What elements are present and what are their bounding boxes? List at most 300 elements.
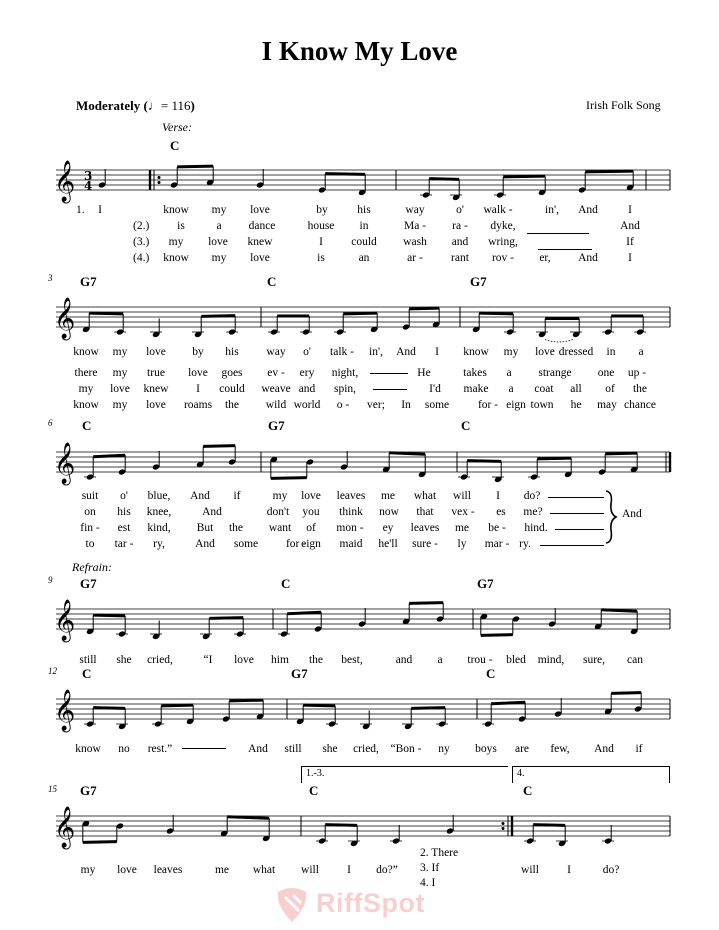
note-beam: [429, 179, 459, 180]
lyric-word: love: [208, 236, 228, 248]
lyric-word: in: [359, 220, 369, 232]
lyric-word: ery: [299, 367, 315, 379]
note-beam: [287, 612, 321, 614]
lyric-word: love: [146, 399, 166, 411]
lyric-word: knew: [143, 383, 169, 395]
lyric-word: love: [188, 367, 208, 379]
lyric-word: I: [628, 204, 632, 216]
lyric-word: “I: [203, 654, 213, 666]
chord-symbol: C: [82, 418, 92, 433]
lyric-word: dressed: [558, 346, 594, 358]
lyric-word: bled: [506, 654, 526, 666]
chord-symbol: G7: [470, 274, 487, 289]
lyric-word: maid: [339, 538, 363, 550]
song-title: I Know My Love: [261, 36, 458, 66]
lyric-word: if: [635, 743, 643, 755]
lyric-word: know: [163, 204, 189, 216]
lyric-word: leaves: [153, 864, 183, 876]
note-beam: [409, 308, 439, 309]
note-beam: [537, 458, 571, 459]
repeat-dot: [158, 176, 161, 179]
lyric-word: world: [293, 399, 321, 411]
treble-clef-icon: 𝄞: [54, 600, 76, 641]
lyric-word: I: [347, 864, 351, 876]
lyric-word: is: [317, 252, 325, 264]
lyric-word: night,: [331, 367, 359, 379]
lyric-extender: [370, 373, 408, 374]
time-signature: 3: [84, 169, 93, 183]
lyric-word: love: [301, 490, 321, 502]
lyric-word: And: [195, 538, 215, 550]
lyric-word: way: [405, 204, 425, 216]
treble-clef-icon: 𝄞: [54, 690, 76, 731]
lyric-word: the: [224, 399, 240, 411]
lyric-word: o': [456, 204, 464, 216]
lyric-word: And: [190, 490, 210, 502]
verse-number: (2.): [133, 220, 150, 232]
lyric-word: chance: [624, 399, 656, 411]
lyric-word: vex -: [451, 506, 475, 518]
lyric-word: could: [219, 383, 245, 395]
lyric-word: In: [401, 399, 411, 411]
lyric-extender: [373, 389, 407, 390]
staff-system-4: [56, 599, 670, 639]
note-beam: [93, 708, 125, 709]
note-beam: [411, 708, 445, 709]
lyric-word: ra -: [452, 220, 468, 232]
lyric-word: my: [211, 252, 227, 264]
lyric-word: the: [632, 383, 648, 395]
chord-symbol: C: [309, 783, 319, 798]
note-beam: [585, 171, 633, 172]
lyric-word: o': [303, 346, 311, 358]
next-verse-cue: 3. If: [420, 862, 440, 874]
lyric-word: now: [379, 506, 399, 518]
measure-number: 15: [48, 784, 57, 794]
first-ending-label: 1.-3.: [306, 768, 325, 779]
note-beam: [93, 455, 125, 457]
treble-clef-icon: 𝄞: [54, 807, 76, 848]
measure-number: 6: [48, 418, 53, 428]
lyric-word: talk -: [330, 346, 354, 358]
next-verse-cue: 2. There: [420, 847, 459, 859]
quarter-note-icon: ♩: [147, 98, 161, 113]
note-beam: [467, 461, 501, 462]
lyric-word: love: [250, 204, 270, 216]
lyric-word: my: [211, 204, 227, 216]
lyric-word: if: [233, 490, 241, 502]
lyric-word: is: [177, 220, 185, 232]
lyric-word: house: [307, 220, 335, 232]
lyric-extender: [540, 545, 604, 546]
lyric-word: spin,: [333, 383, 357, 395]
lyric-word: want: [268, 522, 292, 534]
lyric-word: know: [163, 252, 189, 264]
second-ending-bracket: [512, 766, 670, 783]
lyric-word: cried,: [147, 654, 173, 666]
staff-system-1: [56, 160, 670, 200]
lyric-word: do?”: [376, 864, 398, 876]
note-beam: [343, 313, 377, 314]
tie: [545, 340, 573, 343]
lyric-word: sure -: [412, 538, 438, 550]
verse-number: (4.): [133, 252, 150, 264]
lyric-word: o -: [336, 399, 350, 411]
lyric-word: “Bon -: [390, 743, 422, 755]
verse-brace: [604, 490, 618, 544]
lyric-word: mind,: [537, 654, 565, 666]
note-beam: [229, 700, 263, 701]
lyric-extender: [550, 513, 604, 514]
note-beam: [303, 705, 335, 706]
verse-number: (3.): [133, 236, 150, 248]
lyric-word: weave: [261, 383, 291, 395]
lyric-word: his: [225, 346, 239, 358]
riffspot-logo: [272, 884, 452, 924]
lyric-word: roams: [183, 399, 213, 411]
staff-system-6: [56, 806, 670, 846]
lyric-word: rov -: [491, 252, 515, 264]
note-beam: [93, 615, 125, 616]
lyric-word: est: [117, 522, 131, 534]
lyric-word: love: [250, 252, 270, 264]
lyric-word: a: [506, 367, 512, 379]
lyric-word: ny: [438, 743, 450, 755]
lyric-word: don't: [266, 506, 290, 518]
treble-clef-icon: 𝄞: [54, 298, 76, 339]
lyric-word: love: [535, 346, 555, 358]
lyric-word: And: [622, 508, 642, 520]
lyric-word: knew: [247, 236, 273, 248]
tempo-marking: Moderately (♩= 116): [76, 98, 195, 113]
lyric-word: I: [435, 346, 439, 358]
lyric-word: that: [416, 506, 434, 518]
lyric-word: es: [496, 506, 506, 518]
lyric-word: do?: [523, 490, 541, 502]
lyric-word: a: [508, 383, 514, 395]
section-refrain: Refrain:: [72, 560, 112, 574]
lyric-word: love: [110, 383, 130, 395]
lyric-word: o': [120, 490, 128, 502]
lyric-word: wild: [265, 399, 287, 411]
lyric-word: rest.”: [147, 743, 173, 755]
lyric-word: And: [594, 743, 614, 755]
lyric-word: tar -: [114, 538, 134, 550]
treble-clef-icon: 𝄞: [54, 161, 76, 202]
lyric-word: my: [168, 236, 184, 248]
note-beam: [89, 313, 123, 314]
lyric-word: you: [302, 506, 320, 518]
note-beam: [409, 603, 443, 604]
lyric-word: wring,: [488, 236, 518, 248]
lyric-word: cried,: [353, 743, 379, 755]
lyric-word: mon -: [336, 522, 364, 534]
lyric-word: coat: [534, 383, 554, 395]
lyric-word: knee,: [146, 506, 172, 518]
lyric-word: a: [437, 654, 443, 666]
lyric-word: some: [233, 538, 259, 550]
lyric-word: I'd: [429, 383, 441, 395]
chord-symbol: C: [281, 576, 291, 591]
note-beam: [605, 453, 637, 454]
lyric-word: by: [192, 346, 204, 358]
lyric-word: ar -: [407, 252, 423, 264]
lyric-word: no: [118, 743, 130, 755]
lyric-word: ey: [382, 522, 394, 534]
note-beam: [601, 610, 637, 612]
lyric-word: his: [117, 506, 131, 518]
lyric-word: will: [301, 864, 319, 876]
measure-number: 9: [48, 575, 53, 585]
lyric-word: me?: [523, 506, 543, 518]
lyric-word: his: [357, 204, 371, 216]
time-signature: 4: [84, 179, 93, 193]
lyric-word: know: [73, 399, 99, 411]
lyric-word: he'll: [378, 538, 398, 550]
lyric-word: all: [570, 383, 582, 395]
lyric-word: in: [606, 346, 616, 358]
guitar-pick-icon: [272, 884, 312, 924]
lyric-word: by: [316, 204, 328, 216]
lyric-word: way: [266, 346, 286, 358]
note-beam: [325, 174, 365, 175]
lyric-word: trou -: [467, 654, 493, 666]
lyric-word: love: [146, 346, 166, 358]
lyric-word: blue,: [147, 490, 171, 502]
lyric-word: He: [417, 367, 431, 379]
lyric-word: dyke,: [490, 220, 516, 232]
lyric-word: But: [196, 522, 214, 534]
lyric-word: If: [626, 236, 634, 248]
lyric-word: wash: [403, 236, 427, 248]
chord-symbol: C: [170, 138, 180, 153]
lyric-word: town: [530, 399, 554, 411]
lyric-word: my: [112, 367, 128, 379]
lyric-word: love: [234, 654, 254, 666]
lyric-word: And: [578, 252, 598, 264]
lyric-word: in',: [369, 346, 383, 358]
lyric-word: she: [116, 654, 132, 666]
note-beam: [161, 705, 193, 706]
chord-symbol: G7: [291, 666, 308, 681]
lyric-word: be -: [488, 522, 506, 534]
lyric-word: make: [463, 383, 489, 395]
note-beam: [481, 635, 513, 636]
lyric-word: er,: [539, 252, 551, 264]
tempo-value: = 116: [160, 98, 191, 113]
lyric-word: rant: [451, 252, 469, 264]
chord-symbol: C: [82, 666, 92, 681]
logo-text: RiffSpot: [316, 888, 425, 918]
lyric-word: true: [147, 367, 165, 379]
lyric-word: do?: [602, 864, 620, 876]
lyric-word: I: [496, 490, 500, 502]
lyric-word: one: [597, 367, 615, 379]
lyric-word: are: [514, 743, 530, 755]
section-verse: Verse:: [162, 120, 192, 134]
lyric-word: my: [112, 346, 128, 358]
lyric-word: I: [196, 383, 200, 395]
lyric-word: of: [605, 383, 615, 395]
repeat-dot: [502, 822, 505, 825]
lyric-word: love: [117, 864, 137, 876]
note-beam: [325, 825, 357, 826]
note-beam: [533, 825, 565, 826]
lyric-word: me: [454, 522, 470, 534]
staff-system-3: [56, 442, 670, 482]
lyric-word: there: [74, 367, 98, 379]
second-ending-label: 4.: [517, 768, 525, 779]
lyric-word: strange: [538, 367, 572, 379]
staff-system-5: [56, 689, 670, 729]
lyric-word: fin -: [80, 522, 100, 534]
lyric-word: still: [79, 654, 97, 666]
lyric-word: know: [75, 743, 101, 755]
lyric-word: leaves: [410, 522, 440, 534]
lyric-word: will: [453, 490, 471, 502]
lyric-word: he: [570, 399, 582, 411]
tempo-label: Moderately: [76, 98, 141, 113]
lyric-word: she: [322, 743, 338, 755]
staff-system-2: [56, 297, 670, 337]
chord-symbol: C: [461, 418, 471, 433]
chord-symbol: G7: [477, 576, 494, 591]
note-beam: [209, 618, 243, 619]
note-beam: [177, 166, 213, 167]
lyric-word: boys: [475, 743, 497, 755]
lyric-word: sure,: [582, 654, 606, 666]
lyric-word: my: [503, 346, 519, 358]
lyric-word: may: [597, 399, 617, 411]
note-beam: [503, 176, 545, 177]
lyric-word: what: [252, 864, 276, 876]
lyric-word: And: [578, 204, 598, 216]
lyric-extender: [182, 748, 226, 749]
lyric-word: ry.: [519, 538, 531, 550]
note-beam: [83, 842, 117, 843]
lyric-word: to: [85, 538, 95, 550]
lyric-word: think: [339, 506, 363, 518]
chord-symbol: G7: [268, 418, 285, 433]
lyric-word: I: [628, 252, 632, 264]
chord-symbol: G7: [80, 783, 97, 798]
lyric-word: takes: [463, 367, 487, 379]
lyric-word: of: [306, 522, 316, 534]
lyric-word: the: [308, 654, 324, 666]
lyric-word: And: [202, 506, 222, 518]
lyric-word: on: [84, 506, 96, 518]
lyric-word: and: [395, 654, 413, 666]
lyric-word: ver;: [367, 399, 385, 411]
chord-symbol: G7: [80, 274, 97, 289]
lyric-word: and: [451, 236, 469, 248]
lyric-word: I: [319, 236, 323, 248]
lyric-word: my: [78, 383, 94, 395]
lyric-word: dance: [248, 220, 276, 232]
lyric-word: goes: [221, 367, 243, 379]
lyric-word: what: [413, 490, 437, 502]
chord-symbol: C: [523, 783, 533, 798]
lyric-word: best,: [341, 654, 363, 666]
lyric-word: can: [627, 654, 643, 666]
lyric-word: him: [271, 654, 289, 666]
lyric-word: know: [463, 346, 489, 358]
measure-number: 3: [48, 273, 53, 283]
lyric-word: eign: [301, 538, 321, 550]
lyric-word: kind,: [147, 522, 171, 534]
lyric-extender: [538, 249, 592, 250]
measure-number: 12: [48, 666, 57, 676]
repeat-dot: [158, 181, 161, 184]
lyric-word: still: [284, 743, 302, 755]
lyric-extender: [527, 233, 589, 234]
lyric-word: I: [98, 204, 102, 216]
lyric-word: for -: [477, 399, 499, 411]
lyric-word: eign: [506, 399, 526, 411]
lyric-word: suit: [81, 490, 99, 502]
lyric-word: ly: [457, 538, 467, 550]
note-beam: [389, 453, 425, 455]
verse-number: 1.: [76, 204, 85, 216]
note-beam: [491, 702, 525, 704]
lyric-extender: [555, 529, 604, 530]
lyric-word: an: [358, 252, 370, 264]
lyric-word: my: [80, 864, 96, 876]
lyric-word: I: [567, 864, 571, 876]
lyric-word: up -: [627, 367, 647, 379]
lyric-word: And: [396, 346, 416, 358]
lyric-word: know: [73, 346, 99, 358]
repeat-dot: [502, 827, 505, 830]
chord-symbol: C: [267, 274, 277, 289]
chord-symbol: G7: [80, 576, 97, 591]
lyric-word: Ma -: [403, 220, 427, 232]
note-beam: [611, 693, 641, 694]
lyric-word: And: [248, 743, 268, 755]
lyric-word: few,: [550, 743, 570, 755]
lyric-word: for -: [285, 538, 307, 550]
lyric-word: will: [521, 864, 539, 876]
lyric-word: some: [424, 399, 450, 411]
lyric-word: the: [228, 522, 244, 534]
note-beam: [479, 313, 513, 314]
note-beam: [203, 446, 235, 447]
lyric-word: me: [214, 864, 230, 876]
chord-symbol: C: [486, 666, 496, 681]
lyric-word: ry,: [153, 538, 165, 550]
lyric-word: could: [351, 236, 377, 248]
treble-clef-icon: 𝄞: [54, 443, 76, 484]
lyric-word: mar -: [484, 538, 510, 550]
note-beam: [227, 817, 269, 819]
lyric-word: a: [216, 220, 222, 232]
lyric-word: a: [638, 346, 644, 358]
lyric-word: hind.: [524, 522, 548, 534]
note-beam: [201, 316, 235, 317]
lyric-word: my: [272, 490, 288, 502]
lyric-word: in',: [545, 204, 559, 216]
note-beam: [271, 478, 307, 479]
composer: Irish Folk Song: [586, 98, 661, 112]
lyric-word: and: [298, 383, 316, 395]
lyric-word: leaves: [336, 490, 366, 502]
lyric-word: me: [380, 490, 396, 502]
lyric-word: ev -: [267, 367, 285, 379]
lyric-word: walk -: [483, 204, 513, 216]
lyric-word: And: [620, 220, 640, 232]
next-verse-cue: 4. I: [420, 877, 436, 889]
first-ending-bracket: [301, 766, 508, 783]
